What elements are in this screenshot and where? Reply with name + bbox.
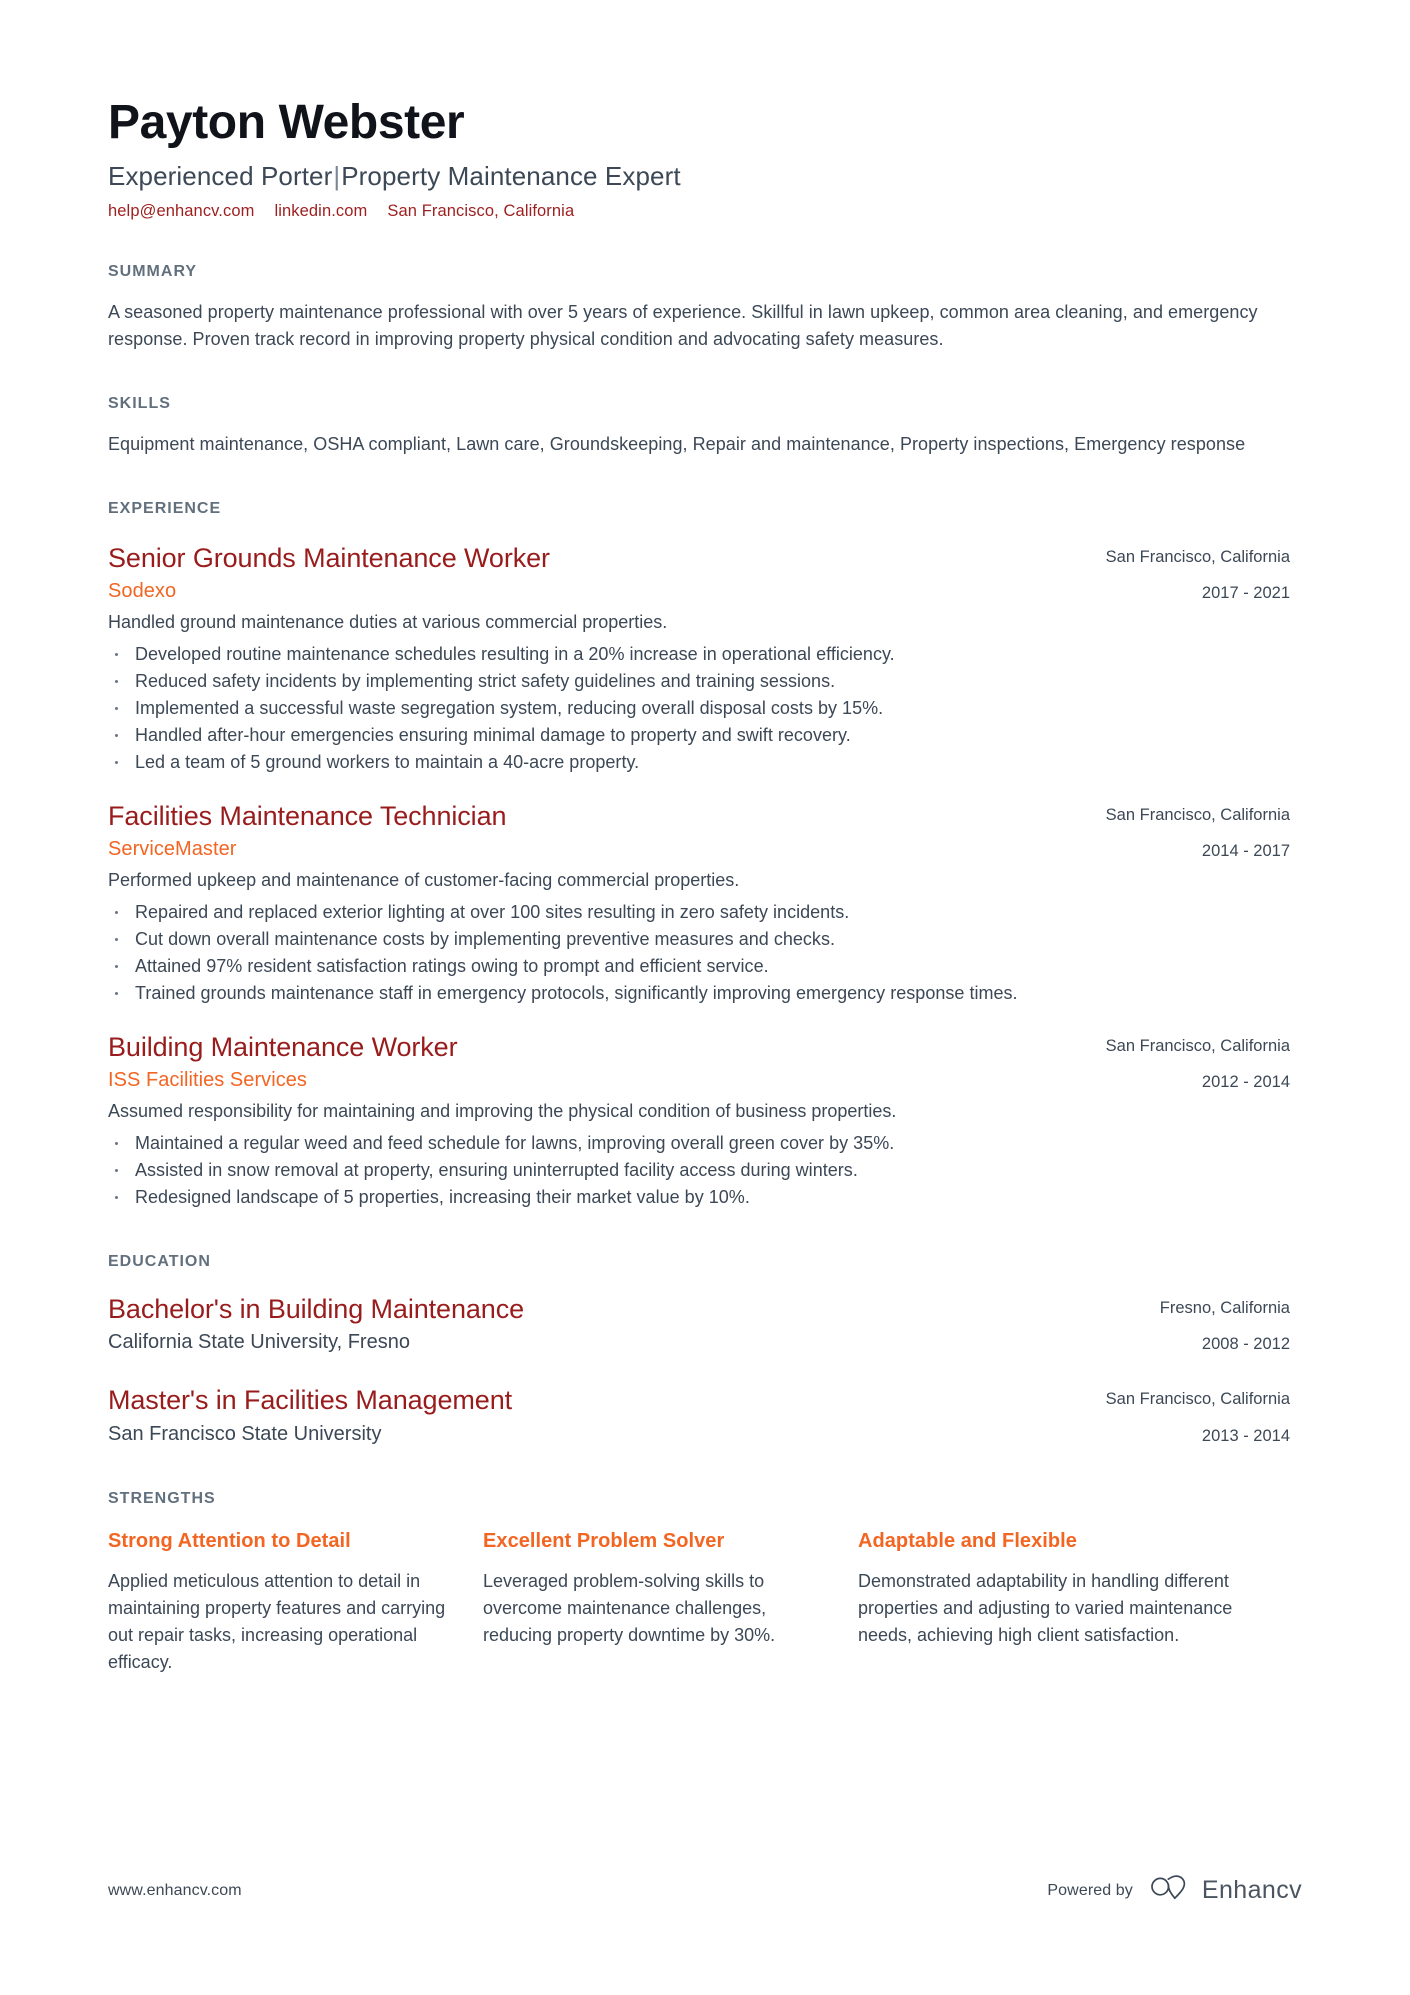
experience-location: San Francisco, California bbox=[1105, 1036, 1290, 1055]
summary-text: A seasoned property maintenance professional with over 5 years of experience. Skillful in lawn upkeep, common area cleaning, and emergency response. Proven track record in improving property physical condition and advocating safety measures. bbox=[108, 301, 1258, 349]
enhancv-logo-icon bbox=[1149, 1874, 1191, 1907]
strengths-grid bbox=[108, 1528, 1290, 1676]
experience-meta bbox=[870, 804, 1290, 863]
experience-job-title: Building Maintenance Worker bbox=[108, 1031, 458, 1062]
strength-item bbox=[858, 1528, 1233, 1676]
education-entry bbox=[108, 1293, 1290, 1356]
experience-location: San Francisco, California bbox=[1105, 547, 1290, 566]
education-location: San Francisco, California bbox=[1105, 1390, 1290, 1409]
experience-entry bbox=[108, 800, 1290, 1007]
experience-bullets bbox=[108, 1130, 1290, 1211]
experience-bullet: Trained grounds maintenance staff in emergency protocols, significantly improving emergency response times. bbox=[108, 980, 1290, 1007]
experience-dates: 2014 - 2017 bbox=[1201, 841, 1290, 860]
header bbox=[108, 96, 1290, 221]
experience-bullet: Assisted in snow removal at property, ensuring uninterrupted facility access during winters. bbox=[108, 1157, 1290, 1184]
headline-separator: | bbox=[333, 160, 341, 191]
experience-job-title: Facilities Maintenance Technician bbox=[108, 800, 507, 831]
experience-bullet: Led a team of 5 ground workers to maintain a 40-acre property. bbox=[108, 749, 1290, 776]
section-education bbox=[108, 1253, 1290, 1448]
strength-text: Leveraged problem-solving skills to overcome maintenance challenges, reducing property downtime by 30%. bbox=[483, 1570, 776, 1645]
experience-bullet: Handled after-hour emergencies ensuring minimal damage to property and swift recovery. bbox=[108, 722, 1290, 749]
experience-entry bbox=[108, 542, 1290, 776]
experience-description: Assumed responsibility for maintaining and improving the physical condition of business properties. bbox=[108, 1100, 897, 1121]
headline-left: Experienced Porter bbox=[108, 160, 333, 191]
enhancv-brand-name: Enhancv bbox=[1201, 1876, 1302, 1904]
strength-text: Applied meticulous attention to detail in maintaining property features and carrying out repair tasks, increasing operational efficacy. bbox=[108, 1570, 446, 1672]
strength-title: Strong Attention to Detail bbox=[108, 1529, 351, 1552]
experience-bullets bbox=[108, 641, 1290, 776]
strength-item bbox=[483, 1528, 858, 1676]
contact-email[interactable]: help@enhancv.com bbox=[108, 201, 255, 220]
summary-section-title: SUMMARY bbox=[108, 262, 198, 280]
skills-text: Equipment maintenance, OSHA compliant, Lawn care, Groundskeeping, Repair and maintenance, Property inspections, Emergency response bbox=[108, 433, 1246, 454]
contact-linkedin[interactable]: linkedin.com bbox=[274, 201, 368, 220]
enhancv-brand bbox=[1149, 1874, 1302, 1907]
experience-location: San Francisco, California bbox=[1105, 805, 1290, 824]
strength-title: Excellent Problem Solver bbox=[483, 1529, 725, 1552]
experience-bullet: Developed routine maintenance schedules resulting in a 20% increase in operational efficiency. bbox=[108, 641, 1290, 668]
education-school: San Francisco State University bbox=[108, 1422, 382, 1445]
strength-title: Adaptable and Flexible bbox=[858, 1529, 1077, 1552]
footer bbox=[108, 1874, 1302, 1907]
experience-company: ISS Facilities Services bbox=[108, 1068, 307, 1091]
education-location: Fresno, California bbox=[1159, 1298, 1290, 1317]
education-degree: Master's in Facilities Management bbox=[108, 1385, 513, 1416]
experience-entry-head bbox=[108, 1031, 1290, 1093]
strength-text: Demonstrated adaptability in handling different properties and adjusting to varied maintenance needs, achieving high client satisfaction. bbox=[858, 1570, 1233, 1645]
contact-location: San Francisco, California bbox=[387, 201, 575, 220]
strengths-section-title: STRENGTHS bbox=[108, 1489, 216, 1507]
strength-item bbox=[108, 1528, 483, 1676]
education-school: California State University, Fresno bbox=[108, 1331, 410, 1354]
education-dates: 2008 - 2012 bbox=[1201, 1335, 1290, 1354]
experience-bullet: Reduced safety incidents by implementing strict safety guidelines and training sessions. bbox=[108, 668, 1290, 695]
resume-content bbox=[108, 0, 1290, 1676]
experience-job-title: Senior Grounds Maintenance Worker bbox=[108, 542, 550, 573]
education-meta bbox=[870, 1388, 1290, 1447]
experience-bullet: Repaired and replaced exterior lighting at over 100 sites resulting in zero safety incidents. bbox=[108, 899, 1290, 926]
section-strengths bbox=[108, 1490, 1290, 1676]
candidate-headline bbox=[108, 159, 1290, 194]
experience-section-title: EXPERIENCE bbox=[108, 499, 222, 517]
experience-entry-head bbox=[108, 800, 1290, 862]
section-skills bbox=[108, 395, 1290, 458]
section-experience bbox=[108, 500, 1290, 1211]
experience-dates: 2017 - 2021 bbox=[1201, 583, 1290, 602]
experience-bullet: Implemented a successful waste segregation system, reducing overall disposal costs by 15%. bbox=[108, 695, 1290, 722]
section-summary bbox=[108, 263, 1290, 353]
experience-description: Handled ground maintenance duties at various commercial properties. bbox=[108, 611, 668, 632]
contact-line bbox=[108, 202, 1290, 221]
footer-branding bbox=[1047, 1874, 1302, 1907]
experience-dates: 2012 - 2014 bbox=[1201, 1073, 1290, 1091]
education-section-title: EDUCATION bbox=[108, 1252, 211, 1270]
experience-company: ServiceMaster bbox=[108, 837, 237, 860]
powered-by-label: Powered by bbox=[1047, 1881, 1133, 1899]
experience-entry-head bbox=[108, 542, 1290, 604]
experience-company: Sodexo bbox=[108, 579, 177, 602]
experience-bullet: Attained 97% resident satisfaction ratings owing to prompt and efficient service. bbox=[108, 953, 1290, 980]
experience-bullet: Redesigned landscape of 5 properties, increasing their market value by 10%. bbox=[108, 1184, 1290, 1211]
experience-bullet: Maintained a regular weed and feed schedule for lawns, improving overall green cover by 35%. bbox=[108, 1130, 1290, 1157]
experience-description: Performed upkeep and maintenance of customer-facing commercial properties. bbox=[108, 869, 740, 890]
footer-website-url[interactable]: www.enhancv.com bbox=[108, 1881, 242, 1899]
education-entry bbox=[108, 1384, 1290, 1447]
headline-right: Property Maintenance Expert bbox=[341, 160, 681, 191]
education-meta bbox=[870, 1297, 1290, 1356]
experience-entry bbox=[108, 1031, 1290, 1211]
candidate-name: Payton Webster bbox=[108, 96, 465, 149]
experience-bullets bbox=[108, 899, 1290, 1007]
experience-meta bbox=[870, 546, 1290, 605]
experience-meta bbox=[870, 1035, 1290, 1094]
education-degree: Bachelor's in Building Maintenance bbox=[108, 1293, 525, 1324]
skills-section-title: SKILLS bbox=[108, 394, 171, 412]
education-dates: 2013 - 2014 bbox=[1201, 1426, 1290, 1445]
experience-bullet: Cut down overall maintenance costs by implementing preventive measures and checks. bbox=[108, 926, 1290, 953]
